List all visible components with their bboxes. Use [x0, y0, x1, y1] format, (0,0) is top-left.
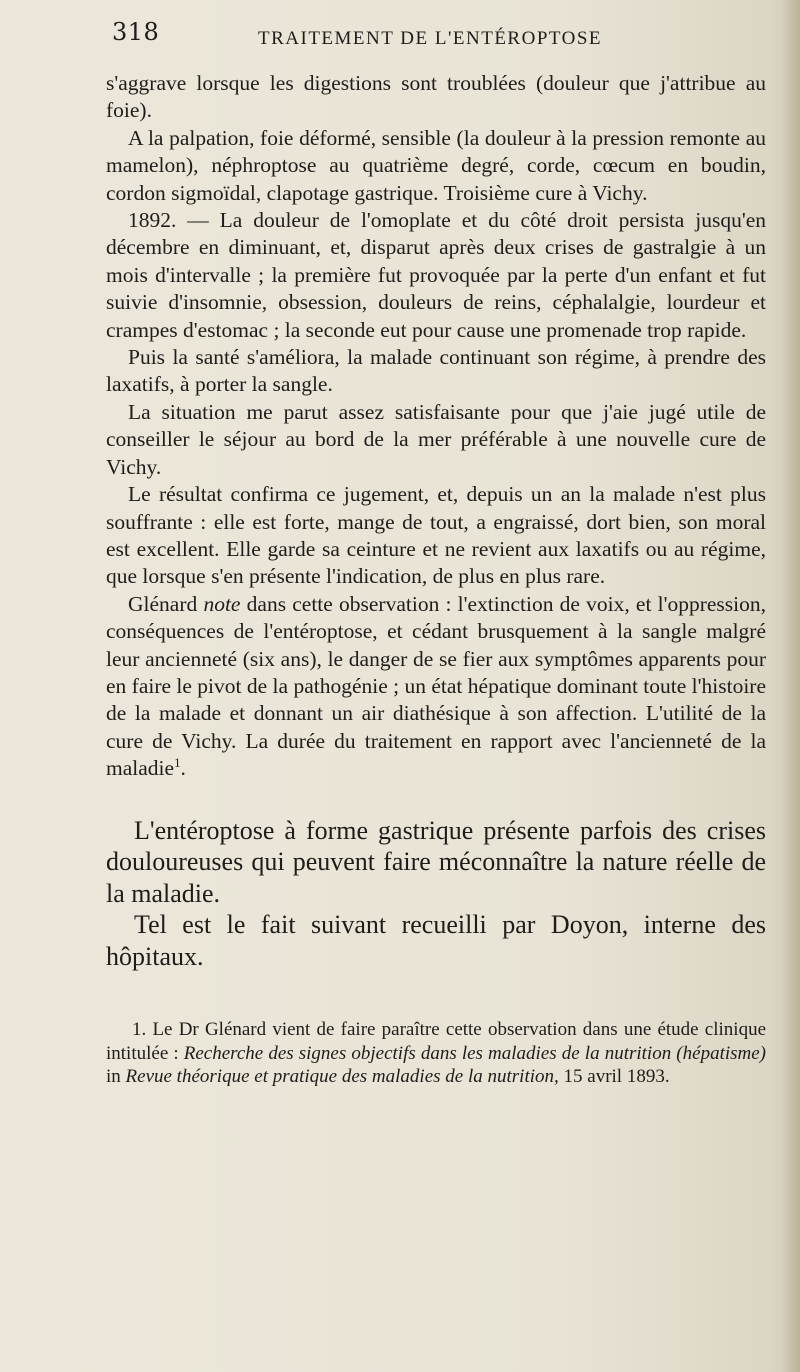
paragraph-7	[106, 591, 766, 783]
footnote-text	[106, 1018, 766, 1089]
paragraph-5: La situation me parut assez satisfaisante pour que j'aie jugé utile de conseiller le séjour au bord de la mer préférable à une nouvelle cure de Vichy.	[106, 399, 766, 479]
note-word: note	[203, 591, 241, 616]
lead-section	[106, 815, 766, 973]
footnote-study-title: Recherche des signes objectifs dans les maladies de la nutrition (hépatisme)	[183, 1042, 767, 1064]
footnote-in: in	[106, 1066, 121, 1088]
paragraph-7-end: .	[180, 756, 186, 781]
lead-paragraph-1: L'entéroptose à forme gastrique présente parfois des crises douloureuses qui peuvent faire méconnaître la nature réelle de la maladie.	[106, 815, 766, 908]
page-edge-shadow	[782, 0, 800, 1372]
paragraph-6: Le résultat confirma ce jugement, et, depuis un an la malade n'est plus souffrante : elle est forte, mange de tout, a engraissé, dort bien, son moral est excellent. Elle garde sa ceinture et ne revient aux laxatifs ou au régime, que lorsque s'en présente l'indication, de plus en plus rare.	[106, 482, 766, 589]
page-number: 318	[112, 18, 160, 46]
running-title: TRAITEMENT DE L'ENTÉROPTOSE	[258, 28, 603, 49]
lead-paragraph-2: Tel est le fait suivant recueilli par Doyon, interne des hôpitaux.	[106, 910, 766, 971]
paragraph-7-text: dans cette observation : l'extinction de voix, et l'oppression, conséquences de l'entéroptose, et cédant brusquement à la sangle malgré leur ancienneté (six ans), le danger de se fier aux symptômes apparents pour en faire le pivot de la pathogénie ; un état hépatique dominant toute l'histoire de la malade et donnant un air diathésique à son affection. L'utilité de la cure de Vichy. La durée du traitement en rapport avec l'ancienneté de la maladie	[106, 591, 767, 781]
page-header	[112, 14, 672, 54]
paragraph-2: A la palpation, foie déformé, sensible (la douleur à la pression remonte au mamelon), néphroptose au quatrième degré, corde, cœcum en boudin, cordon sigmoïdal, clapotage gastrique. Troisième cure à Vichy.	[106, 125, 766, 205]
paragraph-1: s'aggrave lorsque les digestions sont troublées (douleur que j'attribue au foie).	[106, 71, 766, 123]
author-name: Glénard	[128, 591, 198, 616]
footnote-journal: Revue théorique et pratique des maladies de la nutrition,	[125, 1066, 559, 1088]
footnote-marker: 1.	[132, 1019, 147, 1041]
paragraph-4: Puis la santé s'améliora, la malade continuant son régime, à prendre des laxatifs, à porter la sangle.	[106, 345, 766, 397]
footnote-date: 15 avril 1893.	[563, 1066, 670, 1088]
main-text	[106, 70, 766, 1089]
paragraph-3: 1892. — La douleur de l'omoplate et du côté droit persista jusqu'en décembre en diminuant, et, disparut après deux crises de gastralgie à un mois d'intervalle ; la première fut provoquée par la perte d'un enfant et fut suivie d'insomnie, obsession, douleurs de reins, céphalalgie, lourdeur et crampes d'estomac ; la seconde eut pour cause une promenade trop rapide.	[106, 208, 766, 342]
footnote	[106, 1018, 766, 1089]
footnote-ref[interactable]: 1	[174, 756, 181, 770]
footnote-text-a: Le Dr Glénard vient de faire paraître cette observation dans une étude clinique intitulée :	[106, 1019, 767, 1064]
